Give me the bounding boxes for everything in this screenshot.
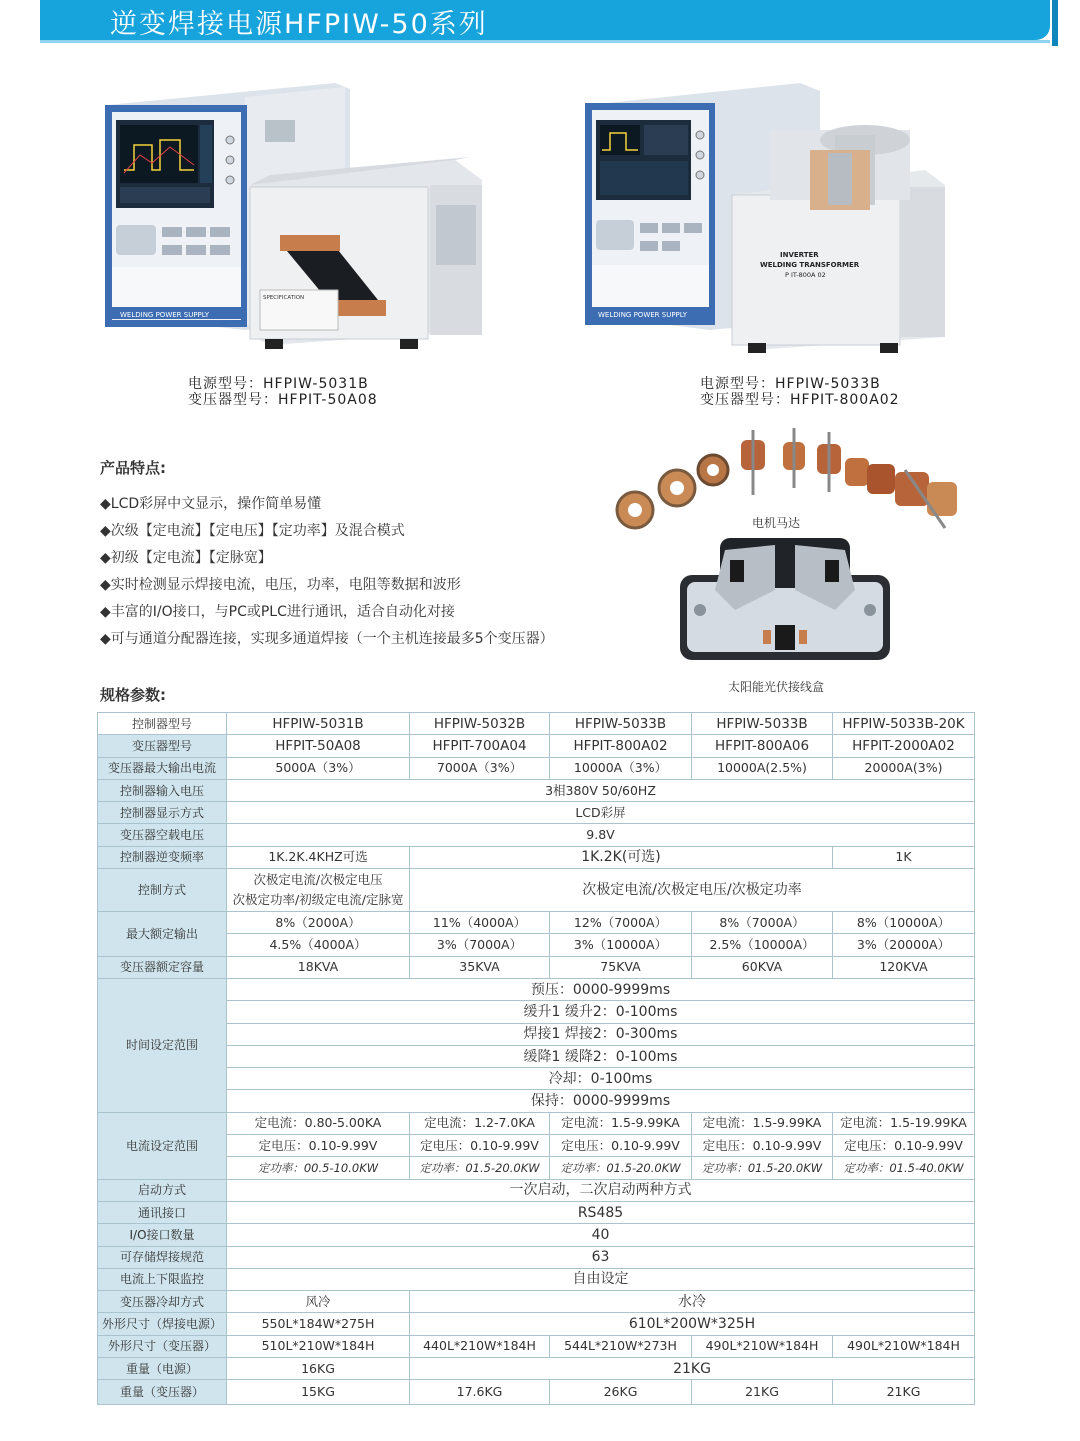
- table-cell: 缓升1 缓升2：0-100ms: [227, 1001, 975, 1023]
- table-cell: 1K: [833, 846, 975, 868]
- table-cell: 次极定电流/次极定电压/次极定功率: [410, 869, 975, 912]
- product-model-line: 电源型号：HFPIW-5031B: [188, 376, 369, 392]
- table-cell: 水冷: [410, 1291, 975, 1313]
- table-row: [98, 802, 975, 824]
- product-image-5031b: [100, 75, 495, 360]
- table-row: [98, 912, 975, 934]
- row-label: 变压器空载电压: [98, 824, 227, 846]
- table-cell: 35KVA: [410, 956, 550, 978]
- table-cell: 8%（7000A）: [692, 912, 833, 934]
- table-cell: 焊接1 焊接2：0-300ms: [227, 1023, 975, 1045]
- table-row: [98, 779, 975, 801]
- table-cell: 544L*210W*273H: [550, 1335, 692, 1357]
- table-cell: 490L*210W*184H: [833, 1335, 975, 1357]
- table-cell: 定功率：01.5-20.0KW: [410, 1157, 550, 1179]
- table-cell: 8%（10000A）: [833, 912, 975, 934]
- table-cell: 510L*210W*184H: [227, 1335, 410, 1357]
- page-title: 逆变焊接电源HFPIW-50系列: [110, 9, 488, 40]
- table-cell: 一次启动，二次启动两种方式: [227, 1179, 975, 1201]
- table-cell: RS485: [227, 1201, 975, 1223]
- table-cell: HFPIW-5033B: [550, 713, 692, 735]
- table-cell: 冷却：0-100ms: [227, 1068, 975, 1090]
- table-cell: 定功率：00.5-10.0KW: [227, 1157, 410, 1179]
- table-cell: 定电流：1.5-19.99KA: [833, 1112, 975, 1134]
- table-row: [98, 869, 975, 912]
- row-label: 通讯接口: [98, 1201, 227, 1223]
- table-cell: 定功率：01.5-20.0KW: [692, 1157, 833, 1179]
- feature-item: ◆实时检测显示焊接电流，电压，功率，电阻等数据和波形: [100, 577, 461, 593]
- table-cell: 1K.2K(可选): [410, 846, 833, 868]
- row-label: 重量（电源）: [98, 1358, 227, 1380]
- row-label: 启动方式: [98, 1179, 227, 1201]
- table-row: [98, 1045, 975, 1067]
- row-label: 电流设定范围: [98, 1112, 227, 1179]
- table-cell: 预压：0000-9999ms: [227, 978, 975, 1000]
- table-cell: 定电压：0.10-9.99V: [550, 1135, 692, 1157]
- table-row: [98, 1001, 975, 1023]
- row-label: 最大额定输出: [98, 912, 227, 957]
- table-row: [98, 956, 975, 978]
- table-cell: 120KVA: [833, 956, 975, 978]
- row-label: 电流上下限监控: [98, 1268, 227, 1290]
- table-cell: HFPIW-5033B: [692, 713, 833, 735]
- table-row: [98, 846, 975, 868]
- svg-text:WELDING POWER SUPPLY: WELDING POWER SUPPLY: [598, 311, 688, 319]
- table-cell: HFPIW-5033B-20K: [833, 713, 975, 735]
- motor-label: 电机马达: [752, 516, 801, 530]
- row-label: 可存储焊接规范: [98, 1246, 227, 1268]
- table-cell: HFPIW-5032B: [410, 713, 550, 735]
- table-row: [98, 1090, 975, 1112]
- row-label: 控制方式: [98, 869, 227, 912]
- table-cell: 75KVA: [550, 956, 692, 978]
- row-label: 控制器型号: [98, 713, 227, 735]
- table-cell: 保持：0000-9999ms: [227, 1090, 975, 1112]
- table-cell: 定电流：1.5-9.99KA: [550, 1112, 692, 1134]
- table-cell: 40: [227, 1224, 975, 1246]
- table-cell: 60KVA: [692, 956, 833, 978]
- table-cell: 定电流：0.80-5.00KA: [227, 1112, 410, 1134]
- table-cell: 4.5%（4000A）: [227, 934, 410, 956]
- table-cell: 610L*200W*325H: [410, 1313, 975, 1335]
- table-row: [98, 1246, 975, 1268]
- table-cell: 缓降1 缓降2：0-100ms: [227, 1045, 975, 1067]
- table-row: [98, 1157, 975, 1179]
- features-title: 产品特点:: [100, 459, 166, 477]
- table-cell: 63: [227, 1246, 975, 1268]
- product-caption-1: [188, 376, 378, 408]
- table-row: [98, 1358, 975, 1380]
- table-cell: 定功率：01.5-40.0KW: [833, 1157, 975, 1179]
- table-cell: 10000A(2.5%): [692, 757, 833, 779]
- table-cell: 21KG: [410, 1358, 975, 1380]
- table-cell: 9.8V: [227, 824, 975, 846]
- table-row: [98, 1335, 975, 1357]
- solar-label: 太阳能光伏接线盒: [728, 680, 825, 694]
- feature-item: ◆LCD彩屏中文显示，操作简单易懂: [100, 496, 322, 512]
- table-cell: 定电流：1.5-9.99KA: [692, 1112, 833, 1134]
- table-row: [98, 1313, 975, 1335]
- table-cell: 7000A（3%）: [410, 757, 550, 779]
- table-cell: 20000A(3%): [833, 757, 975, 779]
- table-cell: 21KG: [833, 1380, 975, 1405]
- svg-text:WELDING POWER SUPPLY: WELDING POWER SUPPLY: [120, 311, 210, 319]
- row-label: 外形尺寸（焊接电源）: [98, 1313, 227, 1335]
- table-row: [98, 757, 975, 779]
- svg-text:WELDING TRANSFORMER: WELDING TRANSFORMER: [760, 261, 860, 269]
- svg-text:INVERTER: INVERTER: [780, 251, 819, 259]
- row-label: 变压器型号: [98, 735, 227, 757]
- table-row: [98, 1179, 975, 1201]
- table-cell: 3相380V 50/60HZ: [227, 779, 975, 801]
- table-cell: 自由设定: [227, 1268, 975, 1290]
- spec-table: [97, 712, 975, 1405]
- table-cell: 440L*210W*184H: [410, 1335, 550, 1357]
- feature-item: ◆可与通道分配器连接，实现多通道焊接（一个主机连接最多5个变压器）: [100, 631, 554, 647]
- table-cell: 26KG: [550, 1380, 692, 1405]
- table-cell: 21KG: [692, 1380, 833, 1405]
- table-cell: 定电流：1.2-7.0KA: [410, 1112, 550, 1134]
- table-row: [98, 1112, 975, 1134]
- table-cell: 1K.2K.4KHZ可选: [227, 846, 410, 868]
- table-cell: 2.5%（10000A）: [692, 934, 833, 956]
- table-row: [98, 1268, 975, 1290]
- table-cell: 10000A（3%）: [550, 757, 692, 779]
- row-label: 控制器输入电压: [98, 779, 227, 801]
- table-cell: 定电压：0.10-9.99V: [410, 1135, 550, 1157]
- row-label: 控制器显示方式: [98, 802, 227, 824]
- table-cell: [227, 869, 410, 912]
- product-image-5033b: [580, 75, 955, 360]
- header-side-tab: [1052, 0, 1058, 46]
- product-caption-2: [700, 376, 900, 408]
- cell-line: 次极定功率/初级定电流/定脉宽: [232, 892, 404, 908]
- table-row: [98, 1023, 975, 1045]
- table-row: [98, 1201, 975, 1223]
- table-cell: 风冷: [227, 1291, 410, 1313]
- row-label: 时间设定范围: [98, 978, 227, 1112]
- table-cell: 11%（4000A）: [410, 912, 550, 934]
- table-cell: HFPIT-2000A02: [833, 735, 975, 757]
- table-cell: 定功率：01.5-20.0KW: [550, 1157, 692, 1179]
- table-cell: LCD彩屏: [227, 802, 975, 824]
- row-label: I/O接口数量: [98, 1224, 227, 1246]
- table-row: [98, 735, 975, 757]
- table-cell: HFPIT-700A04: [410, 735, 550, 757]
- table-cell: 15KG: [227, 1380, 410, 1405]
- table-cell: 490L*210W*184H: [692, 1335, 833, 1357]
- specs-title: 规格参数:: [100, 686, 166, 704]
- product-transformer-line: 变压器型号：HFPIT-800A02: [700, 392, 900, 408]
- row-label: 变压器额定容量: [98, 956, 227, 978]
- table-cell: 12%（7000A）: [550, 912, 692, 934]
- feature-item: ◆次级【定电流】【定电压】【定功率】及混合模式: [100, 523, 405, 539]
- table-row: [98, 1135, 975, 1157]
- feature-item: ◆初级【定电流】【定脉宽】: [100, 550, 272, 566]
- table-cell: HFPIT-50A08: [227, 735, 410, 757]
- svg-text:SPECIFICATION: SPECIFICATION: [263, 295, 305, 301]
- table-row: [98, 978, 975, 1000]
- row-label: 控制器逆变频率: [98, 846, 227, 868]
- svg-text:P IT-800A 02: P IT-800A 02: [785, 271, 826, 279]
- table-row: [98, 713, 975, 735]
- table-cell: 3%（20000A）: [833, 934, 975, 956]
- row-label: 重量（变压器）: [98, 1380, 227, 1405]
- table-cell: 定电压：0.10-9.99V: [227, 1135, 410, 1157]
- row-label: 外形尺寸（变压器）: [98, 1335, 227, 1357]
- feature-item: ◆丰富的I/O接口，与PC或PLC进行通讯，适合自动化对接: [100, 604, 455, 620]
- product-model-line: 电源型号：HFPIW-5033B: [700, 376, 881, 392]
- table-row: [98, 1291, 975, 1313]
- cell-line: 次极定电流/次极定电压: [253, 872, 383, 888]
- solar-junction-box-image: [675, 530, 895, 670]
- table-cell: 定电压：0.10-9.99V: [833, 1135, 975, 1157]
- row-label: 变压器冷却方式: [98, 1291, 227, 1313]
- table-row: [98, 824, 975, 846]
- table-cell: 5000A（3%）: [227, 757, 410, 779]
- table-cell: 定电压：0.10-9.99V: [692, 1135, 833, 1157]
- table-cell: HFPIT-800A02: [550, 735, 692, 757]
- table-cell: HFPIW-5031B: [227, 713, 410, 735]
- table-row: [98, 1380, 975, 1405]
- table-cell: 18KVA: [227, 956, 410, 978]
- table-cell: HFPIT-800A06: [692, 735, 833, 757]
- row-label: 变压器最大输出电流: [98, 757, 227, 779]
- table-cell: 3%（7000A）: [410, 934, 550, 956]
- table-cell: 3%（10000A）: [550, 934, 692, 956]
- table-row: [98, 1068, 975, 1090]
- table-cell: 17.6KG: [410, 1380, 550, 1405]
- table-cell: 550L*184W*275H: [227, 1313, 410, 1335]
- table-cell: 8%（2000A）: [227, 912, 410, 934]
- product-transformer-line: 变压器型号：HFPIT-50A08: [188, 392, 378, 408]
- table-cell: 16KG: [227, 1358, 410, 1380]
- table-row: [98, 934, 975, 956]
- table-row: [98, 1224, 975, 1246]
